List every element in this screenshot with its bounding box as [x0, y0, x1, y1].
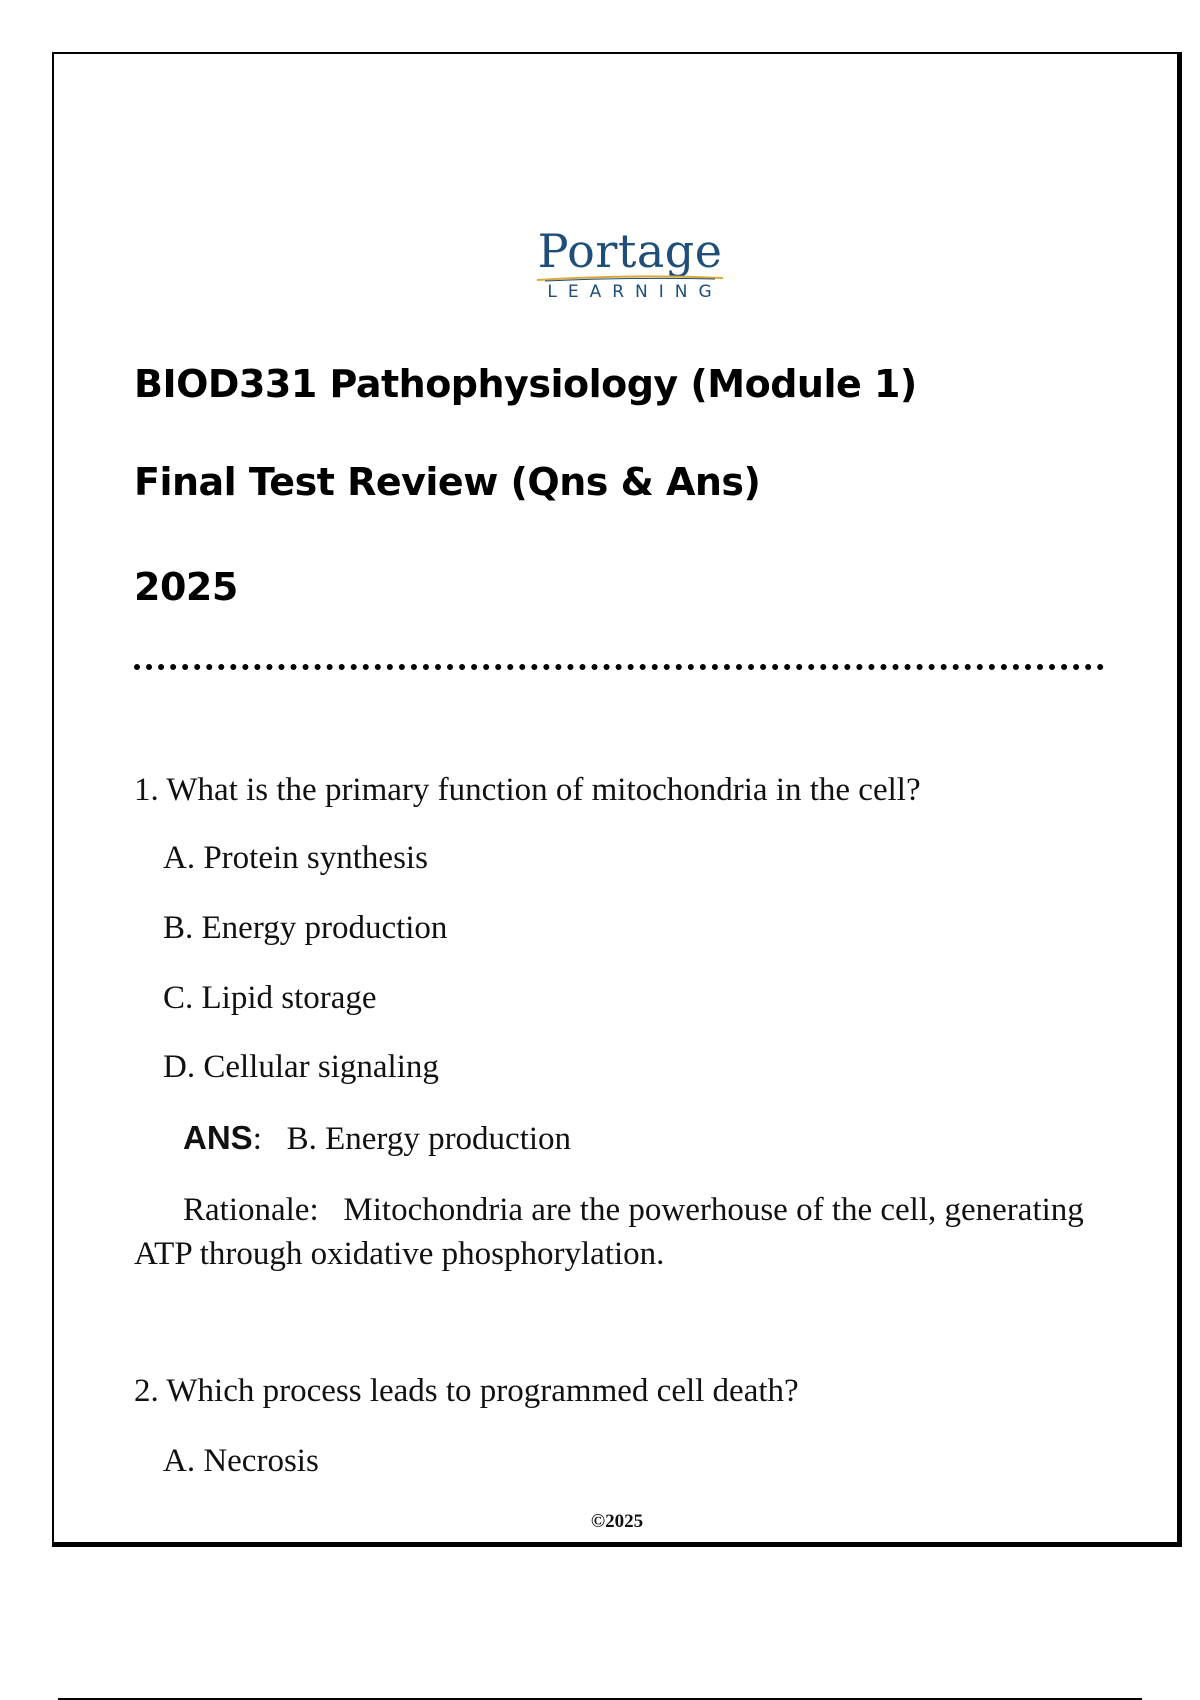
question-1-option-a: A. Protein synthesis — [163, 840, 428, 876]
question-1-answer — [183, 1119, 571, 1158]
question-1-option-b: B. Energy production — [163, 910, 448, 946]
question-1-option-c: C. Lipid storage — [163, 980, 377, 1016]
question-1-option-d: D. Cellular signaling — [163, 1049, 439, 1085]
answer-label: ANS — [183, 1119, 253, 1156]
answer-value: B. Energy production — [286, 1121, 572, 1157]
question-1-stem: 1. What is the primary function of mitochondria in the cell? — [134, 772, 921, 808]
document-subtitle: Final Test Review (Qns & Ans) — [134, 460, 761, 504]
question-2-option-a: A. Necrosis — [163, 1443, 319, 1479]
logo-wordmark: Portage — [537, 224, 723, 278]
footer-copyright: ©2025 — [590, 1511, 644, 1532]
rationale-text: Mitochondria are the powerhouse of the cell, generating ATP through oxidative phosphorylation. — [134, 1192, 1084, 1272]
answer-separator: : — [252, 1121, 262, 1157]
question-2-stem: 2. Which process leads to programmed cell death? — [134, 1373, 799, 1409]
document-year: 2025 — [134, 565, 238, 609]
question-1-rationale — [134, 1188, 1114, 1276]
course-title: BIOD331 Pathophysiology (Module 1) — [134, 362, 917, 406]
portage-learning-logo — [535, 224, 725, 313]
rationale-label: Rationale: — [183, 1192, 319, 1228]
dotted-divider — [134, 664, 1104, 670]
logo-subtitle: LEARNING — [547, 282, 723, 302]
